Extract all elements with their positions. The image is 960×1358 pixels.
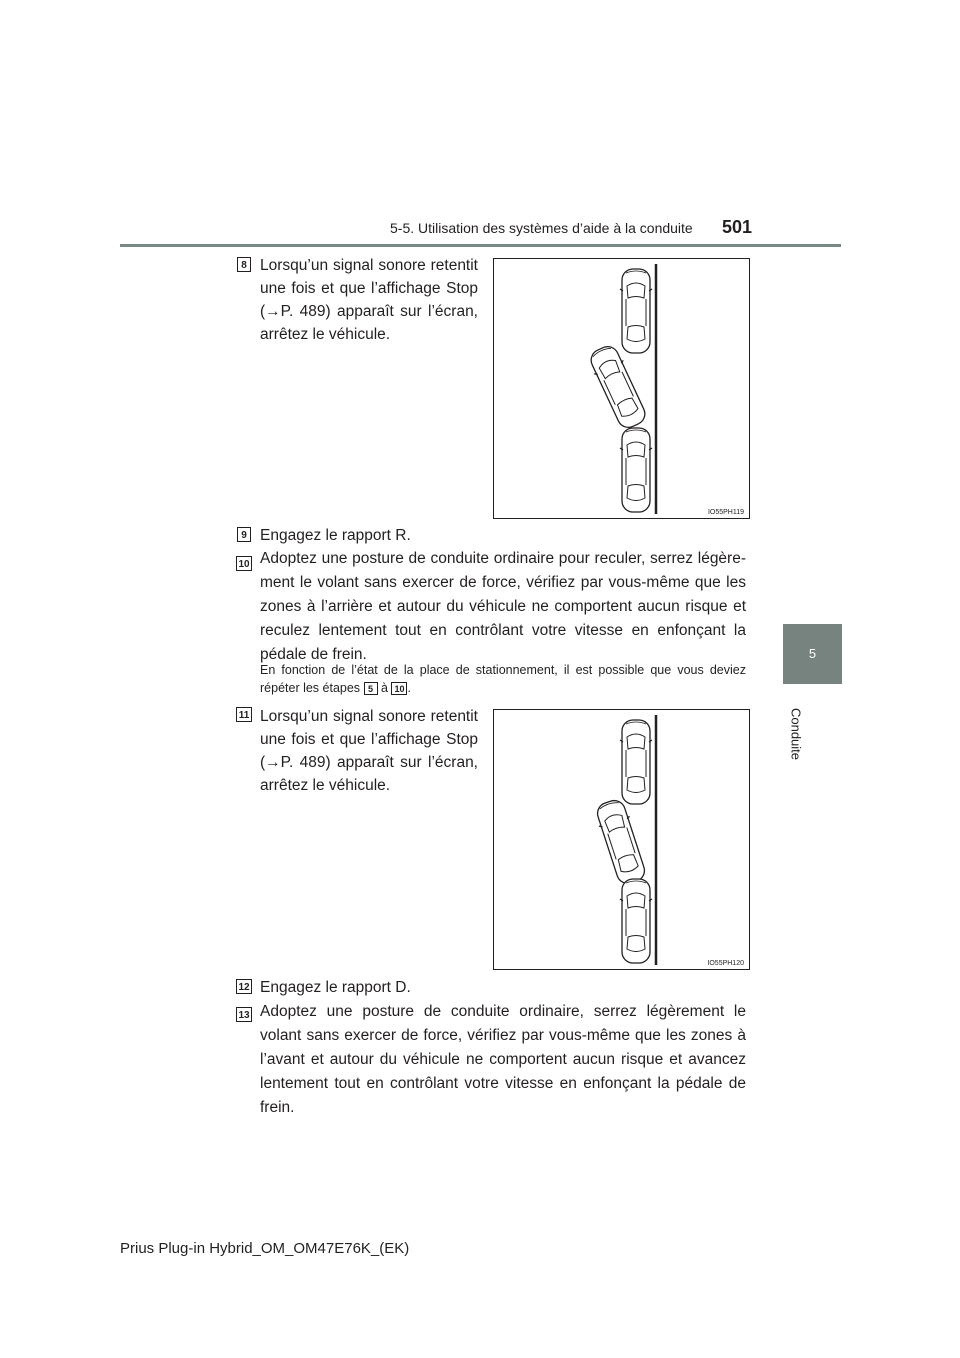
parking-diagram-2: [494, 710, 749, 969]
section-title: 5-5. Utilisation des systèmes d’aide à la conduite: [390, 220, 693, 236]
step-10-text: Adoptez une posture de conduite ordinaire pour reculer, serrez légère-ment le volant sans exercer de force, vérifiez par vous-même que les zones à l’arrière et autour du véhicule ne comportent aucun risque et reculez lentement tout en contrôlant votre vitesse en enfonçant la pédale de frein.: [260, 550, 746, 663]
step-11-text: Lorsqu’un signal sonore retentit une fois et que l’affichage Stop (→P. 489) apparaît sur l’écran, arrêtez le véhicule.: [260, 708, 478, 794]
note-step-ref-10: 10: [391, 682, 407, 695]
maneuvering-car: [593, 797, 649, 887]
parked-car-rear: [620, 879, 652, 963]
step-13-text: Adoptez une posture de conduite ordinaire, serrez légèrement le volant sans exercer de force, vérifiez par vous-même que les zones à l’avant et autour du véhicule ne comportent aucun risque et avancez lentement tout en contrôlant votre vitesse en enfonçant la pédale de frein.: [260, 1003, 746, 1116]
step-number-8: 8: [237, 257, 251, 272]
step-9-text: Engagez le rapport R.: [260, 527, 411, 544]
parked-car-front: [620, 269, 652, 353]
step-number-11: 11: [236, 707, 252, 722]
chapter-tab: 5: [783, 624, 842, 684]
repeat-steps-note: En fonction de l’état de la place de stationnement, il est possible que vous deviez répéter les étapes 5 à 10 .: [260, 663, 746, 695]
step-12-text: Engagez le rapport D.: [260, 979, 411, 996]
note-step-ref-5: 5: [364, 682, 378, 695]
parking-figure-1: [493, 258, 750, 519]
parked-car-rear: [620, 428, 652, 512]
step-8-text: Lorsqu’un signal sonore retentit une fois et que l’affichage Stop (→P. 489) apparaît sur l’écran, arrêtez le véhicule.: [260, 257, 478, 343]
step-number-13: 13: [236, 1007, 252, 1022]
parking-diagram-1: [494, 259, 749, 518]
chapter-label: Conduite: [788, 707, 804, 761]
step-number-10: 10: [236, 556, 252, 571]
maneuvering-car: [586, 342, 651, 432]
page-number: 501: [722, 217, 753, 237]
document-footer: Prius Plug-in Hybrid_OM_OM47E76K_(EK): [120, 1240, 410, 1257]
figure-id-2: IO55PH120: [707, 960, 744, 967]
step-number-12: 12: [236, 979, 252, 994]
figure-id-1: IO55PH119: [707, 509, 744, 516]
header-divider: [120, 244, 841, 247]
parked-car-front: [620, 720, 652, 804]
step-number-9: 9: [237, 527, 251, 542]
parking-figure-2: [493, 709, 750, 970]
